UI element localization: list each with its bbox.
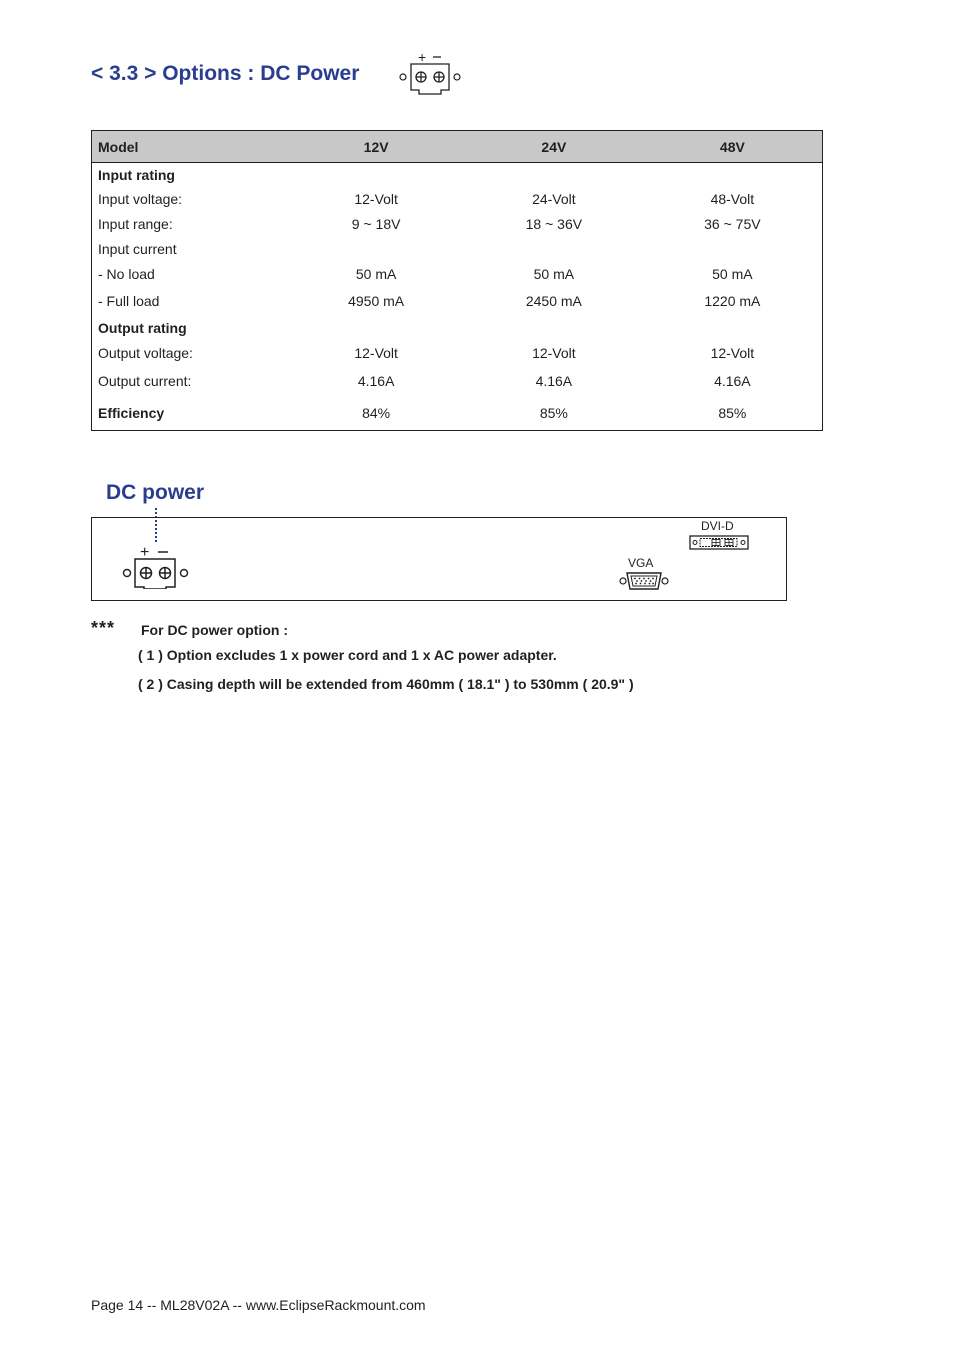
header-24v: 24V [465, 131, 643, 163]
table-row [92, 187, 823, 212]
row-value: 12-Volt [354, 191, 398, 207]
row-label: Efficiency [98, 405, 165, 422]
header-model: Model [92, 131, 288, 163]
dc-terminal-icon [397, 50, 463, 96]
table-row [92, 287, 823, 316]
dc-power-spec-table [91, 130, 823, 431]
table-row [92, 237, 823, 261]
row-label: Input current [98, 240, 177, 257]
row-value: 84% [362, 405, 391, 422]
row-value: 85% [539, 405, 568, 422]
svg-text:+: + [418, 50, 427, 65]
row-value [643, 316, 823, 341]
row-value [287, 237, 465, 261]
table-row [92, 397, 823, 431]
row-label: Input range: [98, 216, 173, 232]
table-row [92, 261, 823, 287]
row-value: 12-Volt [710, 345, 755, 361]
note-heading: For DC power option : [141, 622, 288, 638]
row-value: 4950 mA [348, 293, 405, 309]
row-value: 4.16A [535, 373, 573, 389]
row-value: 50 mA [355, 265, 397, 282]
page-footer: Page 14 -- ML28V02A -- www.EclipseRackmount.com [91, 1297, 426, 1313]
row-value [465, 237, 643, 261]
vga-label: VGA [628, 556, 654, 570]
table-row [92, 366, 823, 397]
svg-text:+: + [140, 544, 150, 561]
note-stars: *** [91, 618, 116, 638]
row-value: 4.16A [714, 373, 751, 389]
note-item-1: ( 1 ) Option excludes 1 x power cord and 1 x AC power adapter. [138, 647, 557, 663]
row-label: - Full load [98, 293, 160, 309]
note-item-2: ( 2 ) Casing depth will be extended from 460mm ( 18.1" ) to 530mm ( 20.9" ) [138, 676, 634, 692]
row-value: 85% [718, 405, 747, 422]
table-header-row [92, 131, 823, 163]
table-row [92, 163, 823, 187]
row-value [287, 316, 465, 341]
row-value: 1220 mA [704, 293, 761, 309]
table-row [92, 212, 823, 237]
dvi-label: DVI-D [701, 519, 734, 533]
page-title: < 3.3 > Options : DC Power [91, 62, 360, 85]
dvi-port-icon [689, 535, 751, 551]
row-value: 18 ~ 36V [525, 216, 583, 232]
row-value: 9 ~ 18V [351, 216, 401, 232]
row-label: - No load [98, 265, 155, 282]
row-value: 36 ~ 75V [704, 216, 761, 232]
row-value [465, 316, 643, 341]
header-48v: 48V [643, 131, 823, 163]
row-value: 24-Volt [532, 191, 576, 207]
row-value: 2450 mA [525, 293, 582, 309]
row-value: 12-Volt [354, 345, 398, 361]
row-value: 12-Volt [532, 345, 576, 361]
row-value: 50 mA [712, 265, 753, 282]
row-value [643, 163, 823, 187]
row-value: 4.16A [357, 373, 395, 389]
row-label: Input voltage: [98, 191, 183, 207]
table-row [92, 316, 823, 341]
row-value [465, 163, 643, 187]
row-label: Input rating [98, 166, 175, 183]
vga-port-icon [618, 570, 670, 592]
row-value: 48-Volt [710, 191, 755, 207]
row-value: 50 mA [533, 265, 575, 282]
dc-terminal-icon [120, 543, 192, 589]
section-title: DC power [106, 481, 205, 504]
row-value [287, 163, 465, 187]
table-row [92, 341, 823, 366]
row-label: Output voltage: [98, 345, 193, 361]
rear-panel [91, 517, 787, 601]
row-value [643, 237, 823, 261]
row-label: Output current: [98, 373, 192, 389]
row-label: Output rating [98, 320, 187, 336]
header-12v: 12V [287, 131, 465, 163]
